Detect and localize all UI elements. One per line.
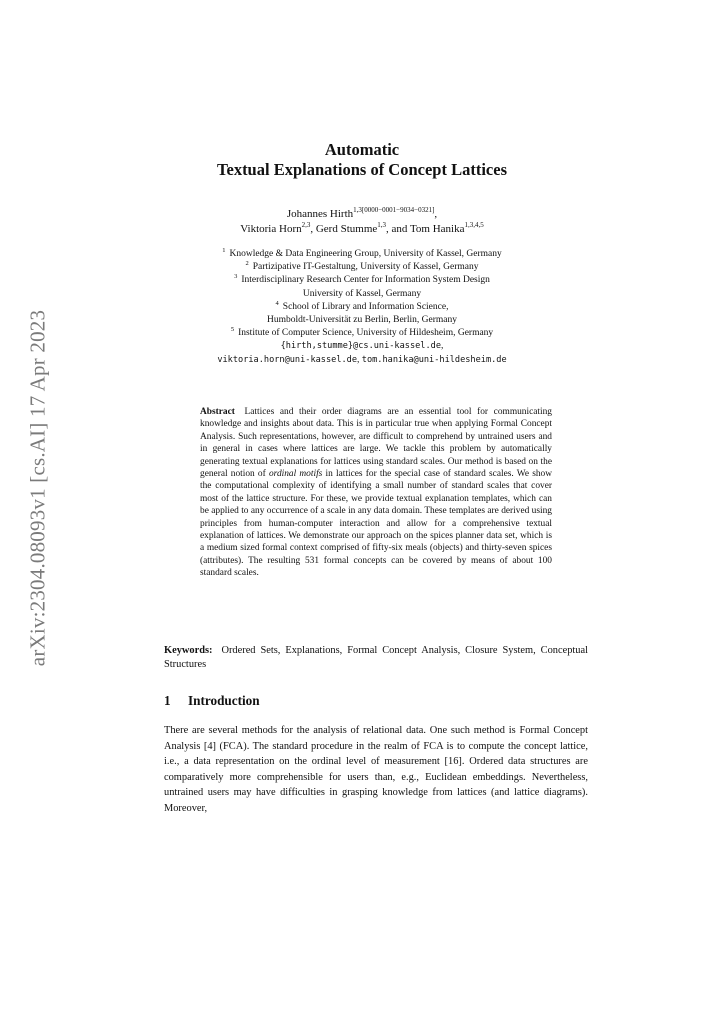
intro-paragraph: There are several methods for the analysis of relational data. One such method is Formal Concept Analysis [4] (FCA). The standard procedure in the realm of FCA is to compute the concept lattice, i.e., a data representation on the ordinal level of measurement [16]. Ordered data structures are comparatively more comprehensible for users than, e.g., Euclidean embeddings. Nevertheless, untrained users may have difficulties in grasping knowledge from lattices (and lattice diagrams). Moreover, [164,725,588,814]
affiliations [0,248,724,367]
affiliation-1: $^1$ Knowledge & Data Engineering Group, University of Kassel, Germany [222,247,502,259]
arxiv-stamp[interactable]: arXiv:2304.08093v1 [cs.AI] 17 Apr 2023 [25,309,50,667]
email-line-2: viktoria.horn@uni-kassel.de, tom.hanika@uni-hildesheim.de [217,354,507,365]
abstract [200,406,552,580]
email-link[interactable]: tom.hanika@uni-hildesheim.de [361,354,507,365]
author-name: Gerd Stumme [315,223,378,235]
author-name: Viktoria Horn [240,223,302,235]
affiliation-2: $^2$ Partizipative IT-Gestaltung, University of Kassel, Germany [245,260,479,273]
affiliation-3-line-2: University of Kassel, Germany [302,288,422,299]
email-line-1: {hirth,stumme}@cs.uni-kassel.de, [280,341,444,352]
affiliation-4-line-2: Humboldt-Universität zu Berlin, Berlin, Germany [267,315,457,326]
section-number: 1 [164,693,171,708]
author-superscript[interactable]: 1,3[0000−0001−9034−0321] [353,206,435,214]
author-line-1: Johannes Hirth$^{1,3[0000-0001-9034-0321]}$, [286,206,438,220]
affiliation-5: $^5$ Institute of Computer Science, University of Hildesheim, Germany [230,326,494,339]
email-link[interactable]: {hirth,stumme}@cs.uni-kassel.de [280,341,441,352]
abstract-heading: Abstract [200,407,235,417]
author-superscript: 1,3 [377,221,387,229]
abstract-emphasis: ordinal motifs [268,469,323,480]
author-line-2: Viktoria Horn$^{2,3}$, Gerd Stumme$^{1,3}$, and Tom Hanika$^{1,3,4,5}$ [240,221,484,235]
keywords-heading: Keywords: [164,645,213,656]
author-superscript: 2,3 [301,221,311,229]
title-line-2: Textual Explanations of Concept Lattices [217,160,507,179]
title-line-1: Automatic [324,140,400,159]
affiliation-3: $^3$ Interdisciplinary Research Center for Information System Design [234,273,490,286]
affiliation-4: $^4$ School of Library and Information Science, [275,299,449,312]
section-heading [164,692,260,710]
section-title: Introduction [188,693,260,708]
keywords-text: Ordered Sets, Explanations, Formal Concept Analysis, Closure System, Conceptual Structures [164,645,588,670]
author-name: Johannes Hirth [286,208,354,220]
author-list [0,207,724,237]
keywords [164,644,588,672]
abstract-text: Lattices and their order diagrams are an essential tool for communicating knowledge and insights about data. This is in particular true when applying Formal Concept Analysis. Such representations, however, are difficult to comprehend by untrained users and in general in cases where lattices are large. We tackle this problem by automatically generating textual explanations for lattices using standard scales. Our method is based on the general notion of [200,407,552,480]
author-name: Tom Hanika [409,223,465,235]
author-superscript: 1,3,4,5 [464,221,484,229]
paper-title [0,140,724,180]
abstract-text-continued: in lattices for the special case of standard scales. We show the computational complexity of identifying a small number of standard scales that cover most of the lattice structure. For these, we provide textual explanation templates, which can be applied to any occurrence of a scale in any data domain. These templates are derived using principles from human-computer interaction and allow for a comprehensive textual explanation of lattices. We demonstrate our approach on the spices planner data set, which is a medium sized formal context comprised of fifty-six meals (objects) and thirty-seven spices (attributes). The resulting 531 formal concepts can be covered by means of about 100 standard scales. [200,469,553,579]
email-link[interactable]: viktoria.horn@uni-kassel.de [217,354,358,365]
